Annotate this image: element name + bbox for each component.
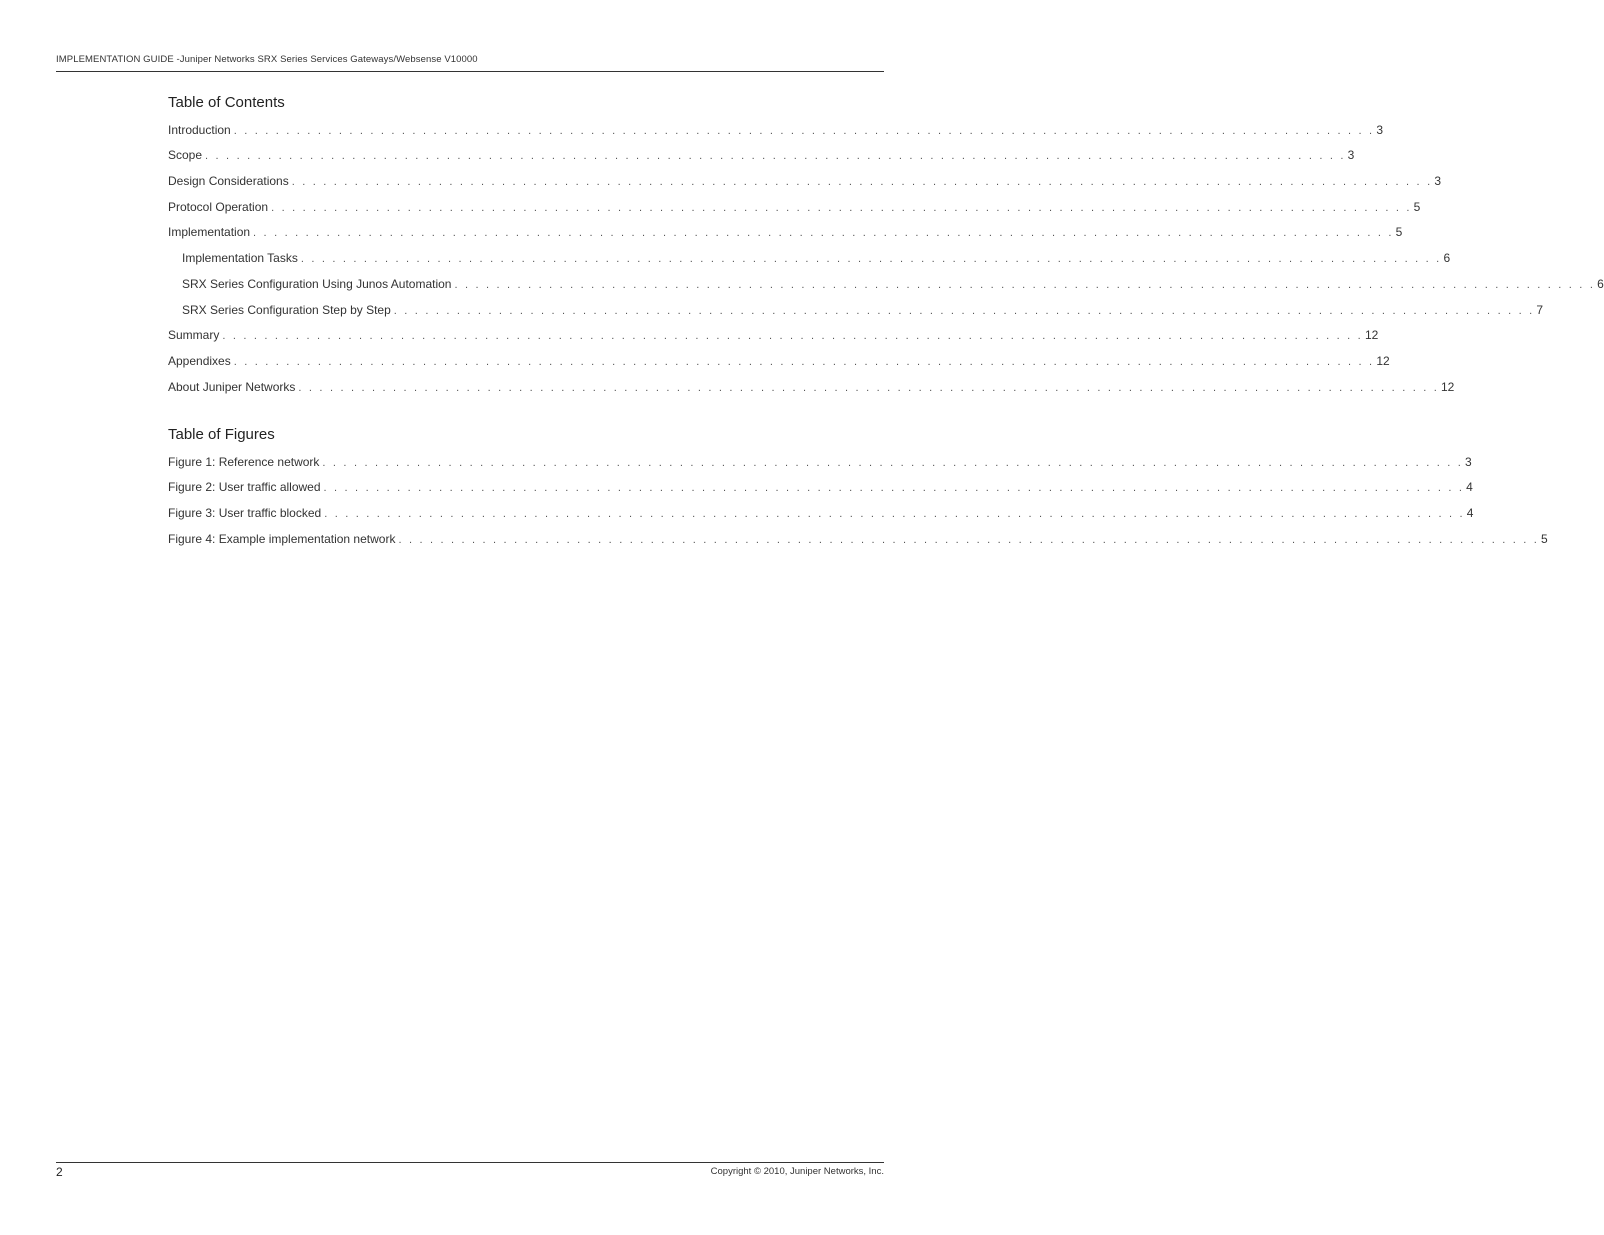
toc-entry-appendixes[interactable]: Appendixes . . . . . . . . . . . . . . . . . . . . . . . . . . . . . . . . . . . . . . . . . . . . . . . . . . . . . . . . . . . . . . . . . . . . . . . . . . . . . . . . . . . . . . . . . . . . . . . . . . . . . . . . . . . . . 12 bbox=[168, 354, 1390, 368]
copyright-notice: Copyright © 2010, Juniper Networks, Inc. bbox=[710, 1166, 884, 1177]
tof-entry-figure-1[interactable]: Figure 1: Reference network . . . . . . . . . . . . . . . . . . . . . . . . . . . . . . . . . . . . . . . . . . . . . . . . . . . . . . . . . . . . . . . . . . . . . . . . . . . . . . . . . . . . . . . . . . . . . . . . . . . . . . . . . . . . . 3 bbox=[168, 455, 1472, 469]
header-divider bbox=[56, 71, 884, 72]
toc-entry-scope[interactable]: Scope . . . . . . . . . . . . . . . . . . . . . . . . . . . . . . . . . . . . . . . . . . . . . . . . . . . . . . . . . . . . . . . . . . . . . . . . . . . . . . . . . . . . . . . . . . . . . . . . . . . . . . . . . . . . . 3 bbox=[168, 148, 1355, 162]
toc-entry-implementation-tasks[interactable]: Implementation Tasks . . . . . . . . . . . . . . . . . . . . . . . . . . . . . . . . . . . . . . . . . . . . . . . . . . . . . . . . . . . . . . . . . . . . . . . . . . . . . . . . . . . . . . . . . . . . . . . . . . . . . . . . . . . . . 6 bbox=[182, 251, 1451, 265]
tof-entry-figure-4[interactable]: Figure 4: Example implementation network . . . . . . . . . . . . . . . . . . . . . . . . . . . . . . . . . . . . . . . . . . . . . . . . . . . . . . . . . . . . . . . . . . . . . . . . . . . . . . . . . . . . . . . . . . . . . . . . . . . . . . . . . . . . . 5 bbox=[168, 532, 1548, 546]
toc-entry-design-considerations[interactable]: Design Considerations . . . . . . . . . . . . . . . . . . . . . . . . . . . . . . . . . . . . . . . . . . . . . . . . . . . . . . . . . . . . . . . . . . . . . . . . . . . . . . . . . . . . . . . . . . . . . . . . . . . . . . . . . . . . . 3 bbox=[168, 174, 1442, 188]
toc-entry-srx-junos-automation[interactable]: SRX Series Configuration Using Junos Automation . . . . . . . . . . . . . . . . . . . . . . . . . . . . . . . . . . . . . . . . . . . . . . . . . . . . . . . . . . . . . . . . . . . . . . . . . . . . . . . . . . . . . . . . . . . . . . . . . . . . . . . . . . . . . 6 bbox=[182, 277, 1604, 291]
toc-title: Table of Contents bbox=[168, 94, 285, 111]
toc-entry-protocol-operation[interactable]: Protocol Operation . . . . . . . . . . . . . . . . . . . . . . . . . . . . . . . . . . . . . . . . . . . . . . . . . . . . . . . . . . . . . . . . . . . . . . . . . . . . . . . . . . . . . . . . . . . . . . . . . . . . . . . . . . . . . 5 bbox=[168, 200, 1421, 214]
toc-entry-about-juniper[interactable]: About Juniper Networks . . . . . . . . . . . . . . . . . . . . . . . . . . . . . . . . . . . . . . . . . . . . . . . . . . . . . . . . . . . . . . . . . . . . . . . . . . . . . . . . . . . . . . . . . . . . . . . . . . . . . . . . . . . . . 12 bbox=[168, 380, 1455, 394]
tof-title: Table of Figures bbox=[168, 426, 275, 443]
page-number: 2 bbox=[56, 1165, 63, 1179]
toc-entry-srx-step-by-step[interactable]: SRX Series Configuration Step by Step . . . . . . . . . . . . . . . . . . . . . . . . . . . . . . . . . . . . . . . . . . . . . . . . . . . . . . . . . . . . . . . . . . . . . . . . . . . . . . . . . . . . . . . . . . . . . . . . . . . . . . . . . . . . . 7 bbox=[182, 303, 1544, 317]
footer-divider bbox=[56, 1162, 884, 1163]
toc-entry-implementation[interactable]: Implementation . . . . . . . . . . . . . . . . . . . . . . . . . . . . . . . . . . . . . . . . . . . . . . . . . . . . . . . . . . . . . . . . . . . . . . . . . . . . . . . . . . . . . . . . . . . . . . . . . . . . . . . . . . . . . 5 bbox=[168, 225, 1403, 239]
tof-entry-figure-2[interactable]: Figure 2: User traffic allowed . . . . . . . . . . . . . . . . . . . . . . . . . . . . . . . . . . . . . . . . . . . . . . . . . . . . . . . . . . . . . . . . . . . . . . . . . . . . . . . . . . . . . . . . . . . . . . . . . . . . . . . . . . . . . 4 bbox=[168, 480, 1473, 494]
tof-entry-figure-3[interactable]: Figure 3: User traffic blocked . . . . . . . . . . . . . . . . . . . . . . . . . . . . . . . . . . . . . . . . . . . . . . . . . . . . . . . . . . . . . . . . . . . . . . . . . . . . . . . . . . . . . . . . . . . . . . . . . . . . . . . . . . . . . 4 bbox=[168, 506, 1474, 520]
toc-entry-introduction[interactable]: Introduction . . . . . . . . . . . . . . . . . . . . . . . . . . . . . . . . . . . . . . . . . . . . . . . . . . . . . . . . . . . . . . . . . . . . . . . . . . . . . . . . . . . . . . . . . . . . . . . . . . . . . . . . . . . . . 3 bbox=[168, 123, 1383, 137]
header-title: IMPLEMENTATION GUIDE -Juniper Networks SRX Series Services Gateways/Websense V10000 bbox=[56, 54, 478, 65]
toc-entry-summary[interactable]: Summary . . . . . . . . . . . . . . . . . . . . . . . . . . . . . . . . . . . . . . . . . . . . . . . . . . . . . . . . . . . . . . . . . . . . . . . . . . . . . . . . . . . . . . . . . . . . . . . . . . . . . . . . . . . . . 12 bbox=[168, 328, 1379, 342]
